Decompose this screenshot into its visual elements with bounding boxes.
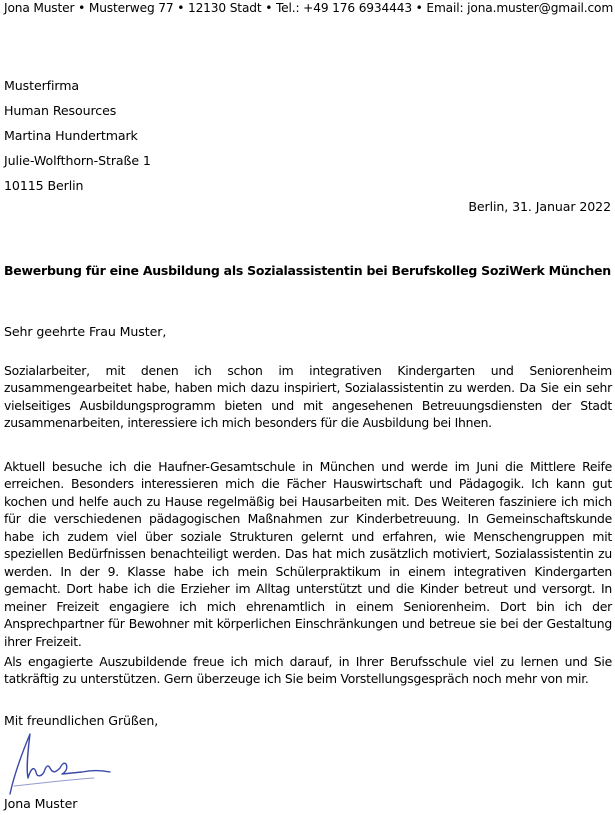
body-paragraph-2: Aktuell besuche ich die Haufner-Gesamtschule in München und werde im Juni die Mittlere Reife erreichen. Besonders interessieren mich die Fächer Hauswirtschaft und Pädagogik. Ich kann gut kochen und helfe auch zu Hause regelmäßig bei Hausarbeiten mit. Des Weiteren fasziniere ich mich für die verschiedenen pädagogischen Maßnahmen zur Kinderbetreuung. In Gemeinschaftskunde habe ich zudem viel über soziale Strukturen gelernt und erfahren, wie Menschengruppen mit speziellen Bedürfnissen benachteiligt werden. Das hat mich zusätzlich motiviert, Sozialassistentin zu werden. In der 9. Klasse habe ich mein Schülerpraktikum in einem integrativen Kindergarten gemacht. Dort habe ich die Erzieher im Alltag unterstützt und die Kinder betreut und versorgt. In meiner Freizeit engagiere ich mich ehrenamtlich in einem Seniorenheim. Dort bin ich der Ansprechpartner für Bewohner mit körperlichen Einschränkungen und betreue sie bei der Gestaltung ihrer Freizeit. (4, 459, 612, 649)
letter-date: Berlin, 31. Januar 2022 (468, 199, 611, 214)
recipient-department: Human Resources (4, 103, 117, 118)
signer-name: Jona Muster (4, 796, 78, 811)
recipient-company: Musterfirma (4, 78, 80, 93)
recipient-street: Julie-Wolfthorn-Straße 1 (4, 153, 151, 168)
recipient-city: 10115 Berlin (4, 178, 84, 193)
sender-address-line: Jona Muster • Musterweg 77 • 12130 Stadt • Tel.: +49 176 6934443 • Email: jona.muster@gmail.com (4, 1, 614, 15)
signature-underline-stroke (14, 778, 94, 786)
recipient-person: Martina Hundertmark (4, 128, 138, 143)
letter-closing: Mit freundlichen Grüßen, (4, 713, 159, 728)
letter-subject: Bewerbung für eine Ausbildung als Sozialassistentin bei Berufskolleg SoziWerk München (4, 263, 611, 278)
recipient-address (4, 73, 151, 198)
body-paragraph-1: Sozialarbeiter, mit denen ich schon im integrativen Kindergarten und Seniorenheim zusammengearbeitet habe, haben mich dazu inspiriert, Sozialassistentin zu werden. Da Sie ein sehr vielseitiges Ausbildungsprogramm bieten und mit angesehenen Betreuungsdiensten der Stadt zusammenarbeiten, interessiere ich mich besonders für die Ausbildung bei Ihnen. (4, 363, 612, 431)
body-paragraph-3: Als engagierte Auszubildende freue ich mich darauf, in Ihrer Berufsschule viel zu lernen und Sie tatkräftig zu unterstützen. Gern überzeuge ich Sie beim Vorstellungsgespräch noch mehr von mir. (4, 654, 612, 687)
letter-salutation: Sehr geehrte Frau Muster, (4, 324, 167, 339)
handwritten-signature (4, 728, 114, 798)
